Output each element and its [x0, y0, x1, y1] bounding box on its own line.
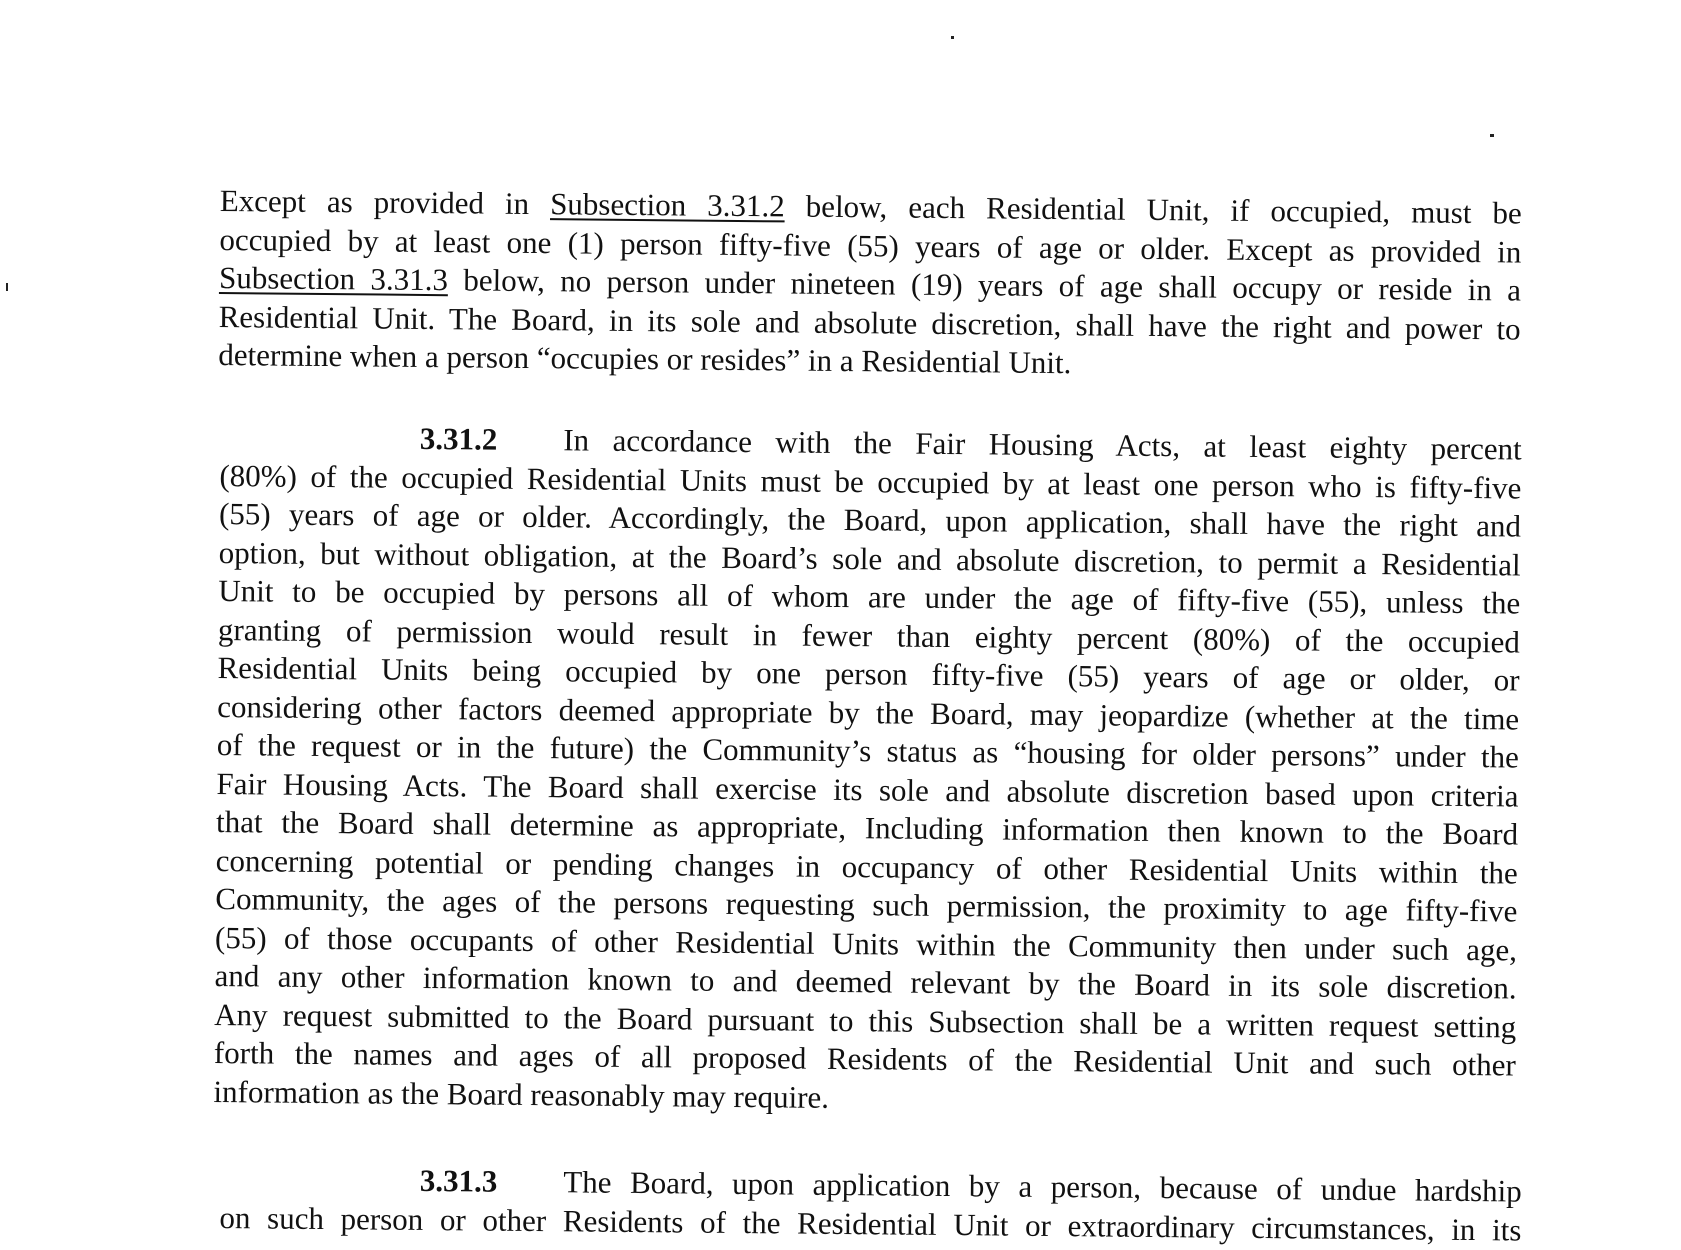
text-span: below, no person under nineteen (19) years of age shall occupy or reside in a — [447, 262, 1522, 308]
text-line: Unit to be occupied by persons all of whom are under the age of fifty-five (55), unless the — [218, 572, 1521, 621]
text-line: Any request submitted to the Board pursuant to this Subsection shall be a written request setting — [214, 996, 1517, 1044]
text-line: information as the Board reasonably may require. — [213, 1073, 830, 1115]
text-line: (80%) of the occupied Residential Units must be occupied by at least one person who is fifty-five — [219, 457, 1522, 505]
section-number: 3.31.2 — [419, 420, 498, 457]
text-line: (55) years of age or older. Accordingly, the Board, upon application, shall have the right and — [218, 495, 1522, 544]
text-line: Residential Units being occupied by one person fifty-five (55) years of age or older, or — [217, 649, 1520, 698]
text-line: Community, the ages of the persons requesting such permission, the proximity to age fifty-five — [215, 880, 1518, 929]
text-line: (55) of those occupants of other Residential Units within the Community then under such age, — [214, 919, 1518, 967]
section-number: 3.31.3 — [419, 1162, 498, 1199]
text-line: considering other factors deemed appropriate by the Board, may jeopardize (whether at the time — [217, 688, 1520, 736]
text-line: Residential Unit. The Board, in its sole and absolute discretion, shall have the right and power to — [218, 298, 1521, 346]
text-span: In accordance with the Fair Housing Acts, at least eighty percent — [563, 422, 1522, 467]
scan-speck — [951, 36, 954, 39]
section-3-31-2 — [213, 418, 1522, 1123]
text-line: determine when a person “occupies or resides” in a Residential Unit. — [218, 336, 1072, 381]
text-span: Except as provided in — [219, 182, 551, 222]
text-line: of the request or in the future) the Community’s status as “housing for older persons” under the — [216, 726, 1519, 775]
text-span: The Board, upon application by a person, because of undue hardship — [563, 1164, 1522, 1209]
section-3-31-3 — [219, 1160, 1522, 1249]
scan-speck — [6, 283, 8, 291]
text-line: concerning potential or pending changes in occupancy of other Residential Units within the — [215, 842, 1518, 890]
text-line: occupied by at least one (1) person fifty-five (55) years of age or older. Except as provided in — [219, 221, 1522, 269]
text-line: that the Board shall determine as appropriate, Including information then known to the Board — [215, 803, 1519, 852]
subsection-reference-link: Subsection 3.31.2 — [549, 186, 785, 224]
text-line: Fair Housing Acts. The Board shall exercise its sole and absolute discretion based upon criteria — [216, 765, 1519, 813]
subsection-reference-link: Subsection 3.31.3 — [218, 259, 449, 298]
paragraph-occupancy-requirement — [218, 182, 1522, 387]
text-line: granting of permission would result in fewer than eighty percent (80%) of the occupied — [217, 611, 1521, 659]
text-line: forth the names and ages of all proposed Residents of the Residential Unit and such other — [213, 1034, 1517, 1083]
text-line: option, but without obligation, at the Board’s sole and absolute discretion, to permit a Residential — [218, 534, 1521, 582]
text-span: below, each Residential Unit, if occupied, must be — [784, 188, 1522, 231]
text-line: and any other information known to and deemed relevant by the Board in its sole discretion. — [214, 957, 1517, 1006]
scan-speck — [1490, 134, 1494, 137]
text-line: on such person or other Residents of the Residential Unit or extraordinary circumstances, in its — [219, 1199, 1522, 1247]
